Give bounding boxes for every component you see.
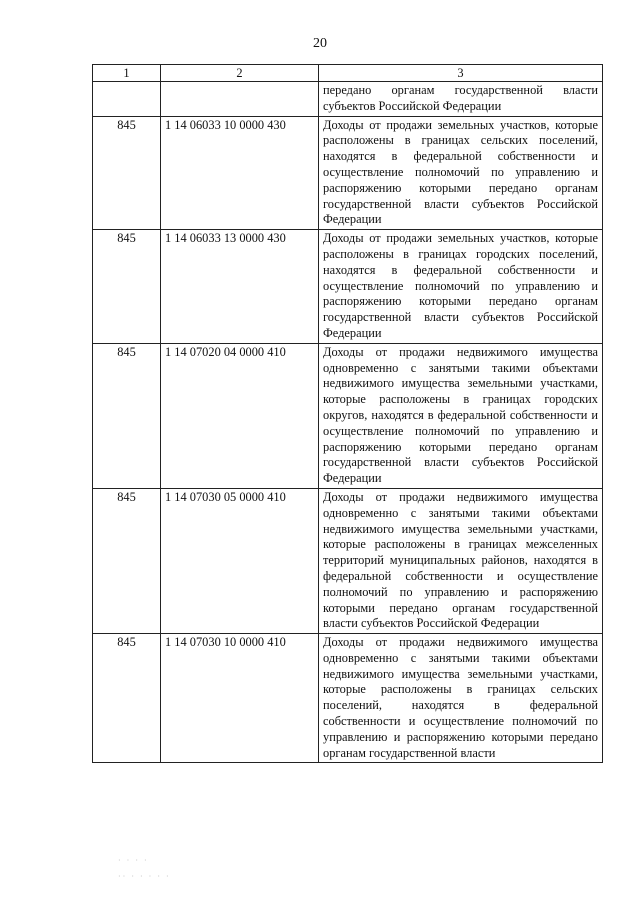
column-header-2: 2 <box>161 65 319 82</box>
administrator-code-cell: 845 <box>93 230 161 344</box>
revenue-description-cell: Доходы от продажи земельных участков, которые расположены в границах городских поселений, находятся в федеральной собственности и осуществление полномочий по управлению и распоряжению которыми передано органам государственной власти субъектов Российской Федерации <box>319 230 603 344</box>
administrator-code-cell: 845 <box>93 488 161 633</box>
revenue-code-cell: 1 14 07030 10 0000 410 <box>161 634 319 763</box>
column-header-1: 1 <box>93 65 161 82</box>
revenue-code-cell: 1 14 07030 05 0000 410 <box>161 488 319 633</box>
table-header-row <box>93 65 603 82</box>
revenue-description-cell: передано органам государственной власти субъектов Российской Федерации <box>319 82 603 117</box>
revenue-code-cell: 1 14 06033 10 0000 430 <box>161 116 319 230</box>
scan-speck-mark: ·· · · · · · <box>118 872 171 881</box>
column-header-3: 3 <box>319 65 603 82</box>
table-row <box>93 343 603 488</box>
revenue-codes-table <box>92 64 603 763</box>
table-row <box>93 634 603 763</box>
administrator-code-cell: 845 <box>93 343 161 488</box>
table-row <box>93 82 603 117</box>
revenue-description-cell: Доходы от продажи недвижимого имущества одновременно с занятыми такими объектами недвижимого имущества земельными участками, которые расположены в границах межселенных территорий муниципальных районов, находятся в федеральной собственности и осуществление полномочий по управлению и распоряжению которыми передано органам государственной власти субъектов Российской Федерации <box>319 488 603 633</box>
administrator-code-cell <box>93 82 161 117</box>
administrator-code-cell: 845 <box>93 634 161 763</box>
table-row <box>93 230 603 344</box>
revenue-description-cell: Доходы от продажи земельных участков, которые расположены в границах сельских поселений, находятся в федеральной собственности и осуществление полномочий по управлению и распоряжению которыми передано органам государственной власти субъектов Российской Федерации <box>319 116 603 230</box>
revenue-code-cell <box>161 82 319 117</box>
page-number: 20 <box>313 36 327 51</box>
revenue-description-cell: Доходы от продажи недвижимого имущества одновременно с занятыми такими объектами недвижимого имущества земельными участками, которые расположены в границах городских округов, находятся в федеральной собственности и осуществление полномочий по управлению и распоряжению которыми передано органам государственной власти субъектов Российской Федерации <box>319 343 603 488</box>
revenue-code-cell: 1 14 06033 13 0000 430 <box>161 230 319 344</box>
administrator-code-cell: 845 <box>93 116 161 230</box>
table-row <box>93 116 603 230</box>
revenue-code-cell: 1 14 07020 04 0000 410 <box>161 343 319 488</box>
scan-speck-mark: · · · · <box>118 856 149 865</box>
table-row <box>93 488 603 633</box>
revenue-description-cell: Доходы от продажи недвижимого имущества одновременно с занятыми такими объектами недвижимого имущества земельными участками, которые расположены в границах сельских поселений, находятся в федеральной собственности и осуществление полномочий по управлению и распоряжению которыми передано органам государственной власти <box>319 634 603 763</box>
